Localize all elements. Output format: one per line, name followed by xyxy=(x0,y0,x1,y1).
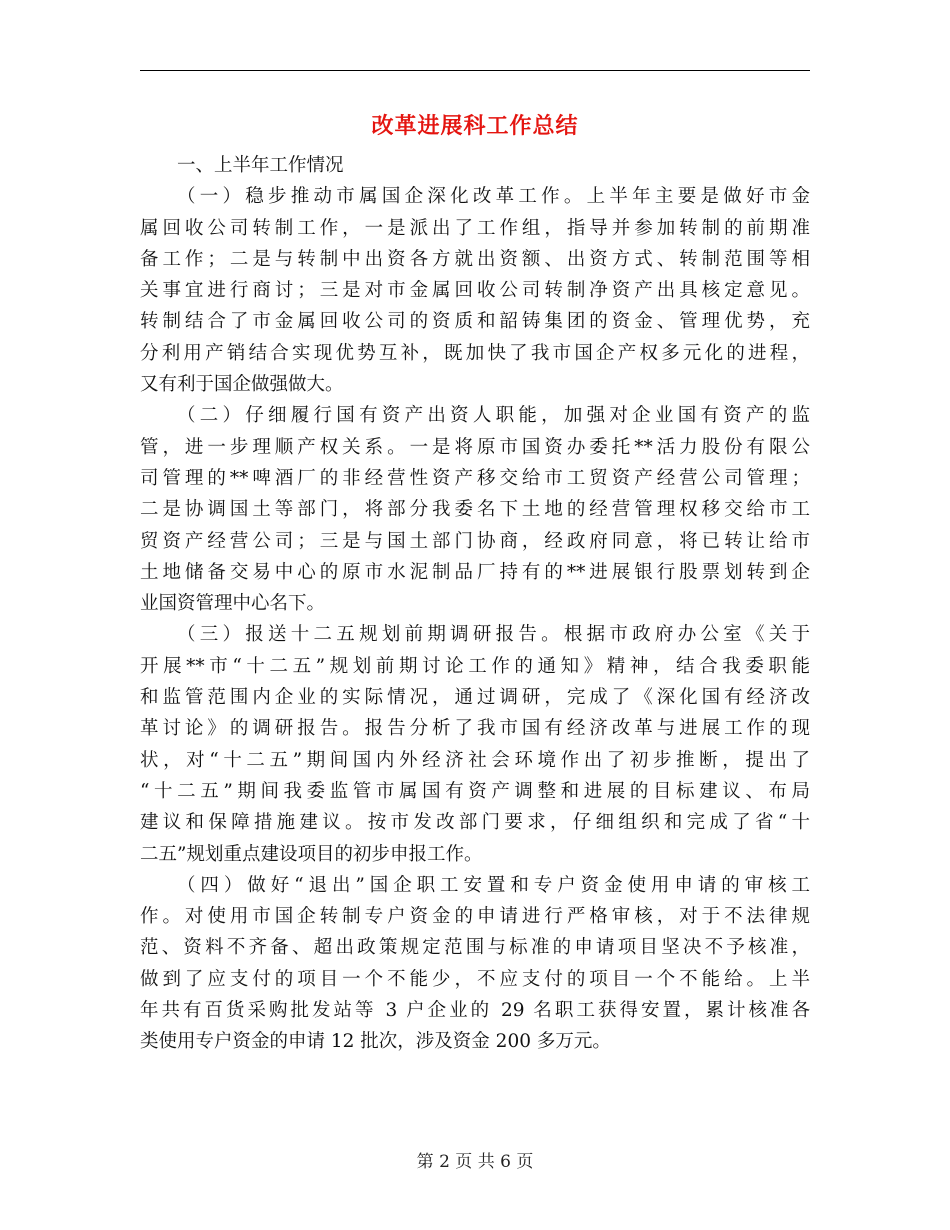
paragraph-line: 状，对“十二五”期间国内外经济社会环境作出了初步推断，提出了 xyxy=(140,749,810,771)
paragraph-line: （二）仔细履行国有资产出资人职能，加强对企业国有资产的监 xyxy=(177,405,810,427)
paragraph-line: 做到了应支付的项目一个不能少，不应支付的项目一个不能给。上半 xyxy=(140,968,810,990)
document-title: 改革进展科工作总结 xyxy=(371,113,579,139)
document-body xyxy=(140,150,810,1058)
paragraph-line: 二五”规划重点建设项目的初步申报工作。 xyxy=(140,843,483,865)
paragraph-line: 管，进一步理顺产权关系。一是将原市国资办委托**活力股份有限公 xyxy=(140,436,810,458)
paragraph-3 xyxy=(140,619,810,869)
paragraph-line: 建议和保障措施建议。按市发改部门要求，仔细组织和完成了省“十 xyxy=(140,812,810,834)
paragraph-2 xyxy=(140,400,810,619)
paragraph-line: 革讨论》的调研报告。报告分析了我市国有经济改革与进展工作的现 xyxy=(140,718,810,740)
page-number: 第 2 页 共 6 页 xyxy=(416,1152,534,1172)
paragraph-line: 类使用专户资金的申请 12 批次，涉及资金 200 多万元。 xyxy=(140,1031,611,1053)
paragraph-line: 业国资管理中心名下。 xyxy=(140,593,326,615)
paragraph-4 xyxy=(140,870,810,1058)
paragraph-1 xyxy=(140,181,810,400)
paragraph-line: 分利用产销结合实现优势互补，既加快了我市国企产权多元化的进程， xyxy=(140,342,810,364)
paragraph-line: （一）稳步推动市属国企深化改革工作。上半年主要是做好市金 xyxy=(177,186,810,208)
paragraph-line: （四）做好“退出”国企职工安置和专户资金使用申请的审核工 xyxy=(177,874,810,896)
section-heading: 一、上半年工作情况 xyxy=(177,155,344,176)
paragraph-line: 贸资产经营公司；三是与国土部门协商，经政府同意，将已转让给市 xyxy=(140,530,810,552)
paragraph-line: 年共有百货采购批发站等 3 户企业的 29 名职工获得安置，累计核准各 xyxy=(140,1000,810,1022)
paragraph-line: 又有利于国企做强做大。 xyxy=(140,374,344,396)
paragraph-line: 作。对使用市国企转制专户资金的申请进行严格审核，对于不法律规 xyxy=(140,906,810,928)
header-rule xyxy=(140,70,810,71)
paragraph-line: 关事宜进行商讨；三是对市金属回收公司转制净资产出具核定意见。 xyxy=(140,280,810,302)
paragraph-line: 属回收公司转制工作，一是派出了工作组，指导并参加转制的前期准 xyxy=(140,217,810,239)
paragraph-line: 和监管范围内企业的实际情况，通过调研，完成了《深化国有经济改 xyxy=(140,687,810,709)
paragraph-line: 备工作；二是与转制中出资各方就出资额、出资方式、转制范围等相 xyxy=(140,248,810,270)
paragraph-line: 转制结合了市金属回收公司的资质和韶铸集团的资金、管理优势，充 xyxy=(140,311,810,333)
paragraph-line: “十二五”期间我委监管市属国有资产调整和进展的目标建议、布局 xyxy=(140,780,810,802)
paragraph-line: 开展**市“十二五”规划前期讨论工作的通知》精神，结合我委职能 xyxy=(140,655,810,677)
paragraph-line: 土地储备交易中心的原市水泥制品厂持有的**进展银行股票划转到企 xyxy=(140,561,810,583)
paragraph-line: 二是协调国土等部门，将部分我委名下土地的经营管理权移交给市工 xyxy=(140,499,810,521)
paragraph-line: 范、资料不齐备、超出政策规定范围与标准的申请项目坚决不予核准， xyxy=(140,937,810,959)
paragraph-line: （三）报送十二五规划前期调研报告。根据市政府办公室《关于 xyxy=(177,624,810,646)
paragraph-line: 司管理的**啤酒厂的非经营性资产移交给市工贸资产经营公司管理； xyxy=(140,467,810,489)
